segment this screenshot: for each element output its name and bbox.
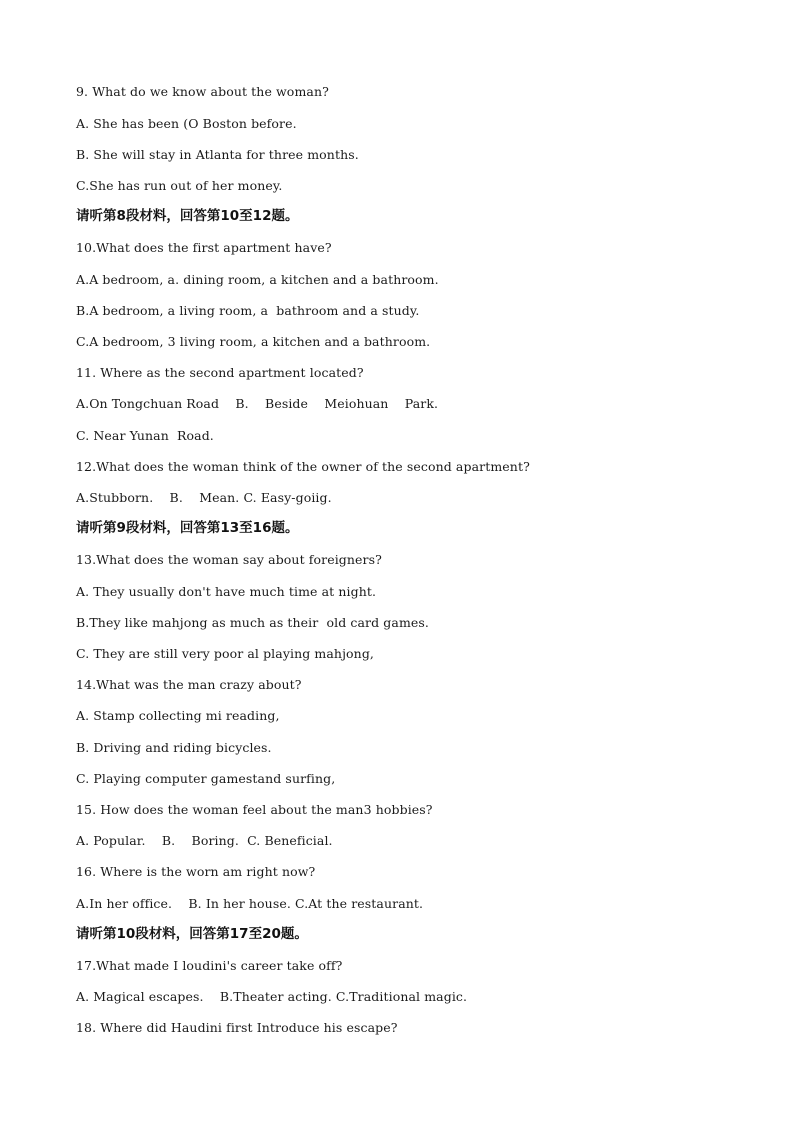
question-18-stem: 18. Where did Haudini first Introduce his escape? — [76, 1020, 398, 1035]
question-15-options: A. Popular. B. Boring. C. Beneficial. — [76, 833, 333, 848]
question-9-option-b: B. She will stay in Atlanta for three months. — [76, 147, 359, 162]
question-10-stem: 10.What does the first apartment have? — [76, 240, 332, 255]
question-13-option-a: A. They usually don't have much time at night. — [76, 584, 377, 599]
question-16-options: A.In her office. B. In her house. C.At the restaurant. — [76, 896, 424, 911]
question-13-option-c: C. They are still very poor al playing mahjong, — [76, 646, 375, 661]
question-14-option-b: B. Driving and riding bicycles. — [76, 740, 272, 755]
question-12-options: A.Stubborn. B. Mean. C. Easy-goiig. — [76, 490, 332, 505]
question-11-option-c: C. Near Yunan Road. — [76, 428, 214, 443]
question-11-options-ab: A.On Tongchuan Road B. Beside Meiohuan Park. — [76, 396, 439, 411]
question-14-stem: 14.What was the man crazy about? — [76, 677, 302, 692]
question-9-stem: 9. What do we know about the woman? — [76, 84, 329, 99]
question-10-option-c: C.A bedroom, 3 living room, a kitchen and a bathroom. — [76, 334, 431, 349]
question-10-option-a: A.A bedroom, a. dining room, a kitchen and a bathroom. — [76, 272, 439, 287]
question-9-option-c: C.She has run out of her money. — [76, 178, 283, 193]
section-heading-10: 请听第10段材料，回答第17至20题。 — [76, 926, 308, 942]
section-heading-8: 请听第8段材料，回答第10至12题。 — [76, 208, 299, 224]
question-9-option-a: A. She has been (O Boston before. — [76, 116, 297, 131]
question-14-option-a: A. Stamp collecting mi reading, — [76, 708, 280, 723]
question-15-stem: 15. How does the woman feel about the man3 hobbies? — [76, 802, 433, 817]
question-13-stem: 13.What does the woman say about foreigners? — [76, 552, 382, 567]
question-13-option-b: B.They like mahjong as much as their old card games. — [76, 615, 429, 630]
question-17-stem: 17.What made I loudini's career take off? — [76, 958, 343, 973]
question-16-stem: 16. Where is the worn am right now? — [76, 864, 316, 879]
question-17-options: A. Magical escapes. B.Theater acting. C.Traditional magic. — [76, 989, 468, 1004]
section-heading-9: 请听第9段材料，回答第13至16题。 — [76, 520, 299, 536]
question-12-stem: 12.What does the woman think of the owner of the second apartment? — [76, 459, 530, 474]
question-10-option-b: B.A bedroom, a living room, a bathroom and a study. — [76, 303, 420, 318]
question-11-stem: 11. Where as the second apartment located? — [76, 365, 364, 380]
question-14-option-c: C. Playing computer gamestand surfing, — [76, 771, 336, 786]
